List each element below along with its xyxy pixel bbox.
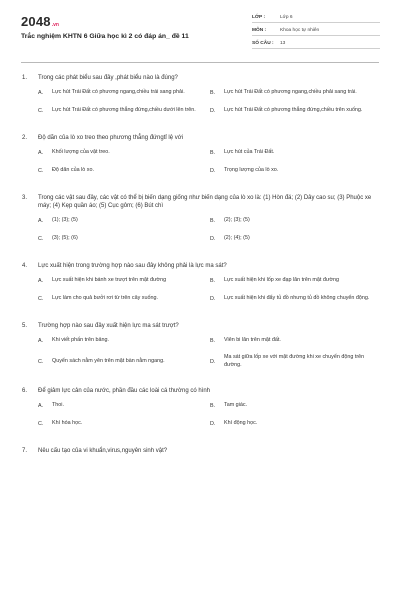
answer-option[interactable] [38,166,210,176]
options-grid [0,148,400,184]
answer-option[interactable] [210,276,382,286]
option-text: Khối lượng của vật treo. [52,149,110,156]
question-text: Trong các phát biểu sau đây ,phát biểu nào là đúng? [38,75,178,81]
option-letter: B. [210,218,216,224]
option-text: (2); (4); (5) [224,235,250,242]
option-letter: B. [210,90,216,96]
answer-option[interactable] [210,336,382,346]
answer-option[interactable] [38,276,210,286]
divider [21,62,379,63]
meta-box [252,10,380,49]
option-letter: D. [210,108,216,114]
option-letter: B. [210,403,216,409]
option-letter: C. [38,236,44,242]
meta-key: MÔN : [252,28,267,33]
option-text: Lực xuất hiện khi lốp xe đạp lăn trên mặt đường [224,277,340,284]
option-letter: A. [38,90,44,96]
option-letter: B. [210,338,216,344]
answer-option[interactable] [38,354,210,369]
question-text: Nêu cấu tạo của vi khuẩn,virus,nguyên sinh vật? [38,448,168,454]
option-text: Lực xuất hiện khi đẩy tủ đồ nhưng tủ đồ không chuyển động. [224,295,370,302]
answer-option[interactable] [210,234,382,244]
option-text: Khi viết phấn trên bảng. [52,337,109,344]
option-letter: D. [210,236,216,242]
answer-option[interactable] [38,88,210,98]
question-item [0,262,400,312]
option-text: Khí hóa học. [52,420,83,427]
option-letter: B. [210,278,216,284]
question-header [0,194,400,210]
answer-option[interactable] [210,354,382,369]
options-grid [0,88,400,124]
question-text: Lực xuất hiện trong trường hợp nào sau đây không phải là lực ma sát? [38,263,227,269]
meta-row-count [252,36,380,49]
answer-option[interactable] [210,166,382,176]
option-letter: A. [38,150,44,156]
question-number: 2. [22,135,28,141]
option-letter: A. [38,218,44,224]
option-text: Lực làm cho quả bưởi rơi từ trên cây xuống. [52,295,158,302]
question-text: Trong các vật sau đây, các vật có thể bị biến dạng giống như biến dạng của lò xo là: (1) Hòn đá; (2) Dây cao su; (3) Phuộc xe máy; (4) Kẹp quần áo; (5) Cục gôm; (6) Bút chì [38,195,372,209]
option-text: Trọng lượng của lò xo. [224,167,279,174]
question-text: Trường hợp nào sau đây xuất hiện lực ma sát trượt? [38,323,179,329]
option-letter: D. [210,358,216,365]
answer-option[interactable] [38,419,210,429]
option-text: (1); (3); (5) [52,217,78,224]
logo-suffix: .vn [51,22,59,28]
option-text: Khí động học. [224,420,258,427]
answer-option[interactable] [210,106,382,116]
question-number: 6. [22,388,28,394]
page-title: Trắc nghiệm KHTN 6 Giữa học kì 2 có đáp án_ đề 11 [21,33,189,40]
answer-option[interactable] [38,148,210,158]
answer-option[interactable] [210,419,382,429]
option-letter: D. [210,168,216,174]
question-number: 3. [22,195,28,201]
option-text: Thoi. [52,402,64,409]
answer-option[interactable] [38,294,210,304]
options-grid [0,276,400,312]
option-text: Lực hút Trái Đất có phương ngang,chiều trái sang phải. [52,89,185,96]
meta-row-subject [252,23,380,36]
question-header [0,322,400,330]
question-item [0,134,400,184]
answer-option[interactable] [210,148,382,158]
option-letter: C. [38,296,44,302]
option-letter: A. [38,338,44,344]
option-letter: A. [38,403,44,409]
question-header [0,387,400,395]
option-text: Ma sát giữa lốp xe với mặt đường khi xe chuyển động trên đường. [224,354,365,368]
option-text: Lực hút Trái Đất có phương thẳng đứng,chiều dưới lên trên. [52,107,196,114]
question-number: 1. [22,75,28,81]
options-grid [0,216,400,252]
answer-option[interactable] [38,234,210,244]
option-letter: B. [210,150,216,156]
question-item [0,74,400,124]
answer-option[interactable] [210,88,382,98]
meta-key: SỐ CÂU : [252,41,274,46]
meta-key: LỚP : [252,15,266,20]
logo-text: 2048 [21,14,51,29]
option-letter: A. [38,278,44,284]
option-text: Lực hút Trái Đất có phương thẳng đứng,chiều trên xuống. [224,107,363,114]
question-number: 7. [22,448,28,454]
options-grid [0,401,400,437]
meta-value: Lớp 6 [280,15,293,20]
option-letter: C. [38,421,44,427]
option-text: Lực hút Trái Đất có phương ngang,chiều phải sang trái. [224,89,357,96]
option-text: Tam giác. [224,402,248,409]
question-text: Để giảm lực cản của nước, phần đầu các loài cá thường có hình [38,388,211,394]
option-text: Độ dãn của lò xo. [52,167,94,174]
answer-option[interactable] [38,336,210,346]
meta-value: 13 [280,41,286,46]
option-text: (2); (3); (5) [224,217,250,224]
option-letter: C. [38,358,44,365]
question-number: 5. [22,323,28,329]
option-text: Lực hút của Trái Đất. [224,149,275,156]
question-item [0,447,400,455]
site-logo[interactable] [21,14,59,29]
question-item [0,322,400,377]
option-letter: D. [210,296,216,302]
answer-option[interactable] [210,294,382,304]
option-letter: C. [38,108,44,114]
question-header [0,134,400,142]
question-number: 4. [22,263,28,269]
options-grid [0,336,400,377]
option-letter: C. [38,168,44,174]
option-text: Viên bi lăn trên mặt đất. [224,337,281,344]
header [0,0,400,52]
answer-option[interactable] [210,401,382,411]
answer-option[interactable] [210,216,382,226]
option-text: Lực xuất hiện khi bánh xe trượt trên mặt đường [52,277,167,284]
answer-option[interactable] [38,401,210,411]
answer-option[interactable] [38,106,210,116]
question-header [0,262,400,270]
meta-value: Khoa học tự nhiên [280,28,320,33]
question-item [0,194,400,252]
meta-row-class [252,10,380,23]
option-letter: D. [210,421,216,427]
question-list [0,74,400,465]
answer-option[interactable] [38,216,210,226]
question-item [0,387,400,437]
option-text: Quyển sách nằm yên trên mặt bàn nằm ngang. [52,357,165,364]
question-header [0,447,400,455]
question-header [0,74,400,82]
option-text: (3); (5); (6) [52,235,78,242]
question-text: Độ dãn của lò xo treo theo phương thẳng đứngtỉ lệ với [38,135,183,141]
